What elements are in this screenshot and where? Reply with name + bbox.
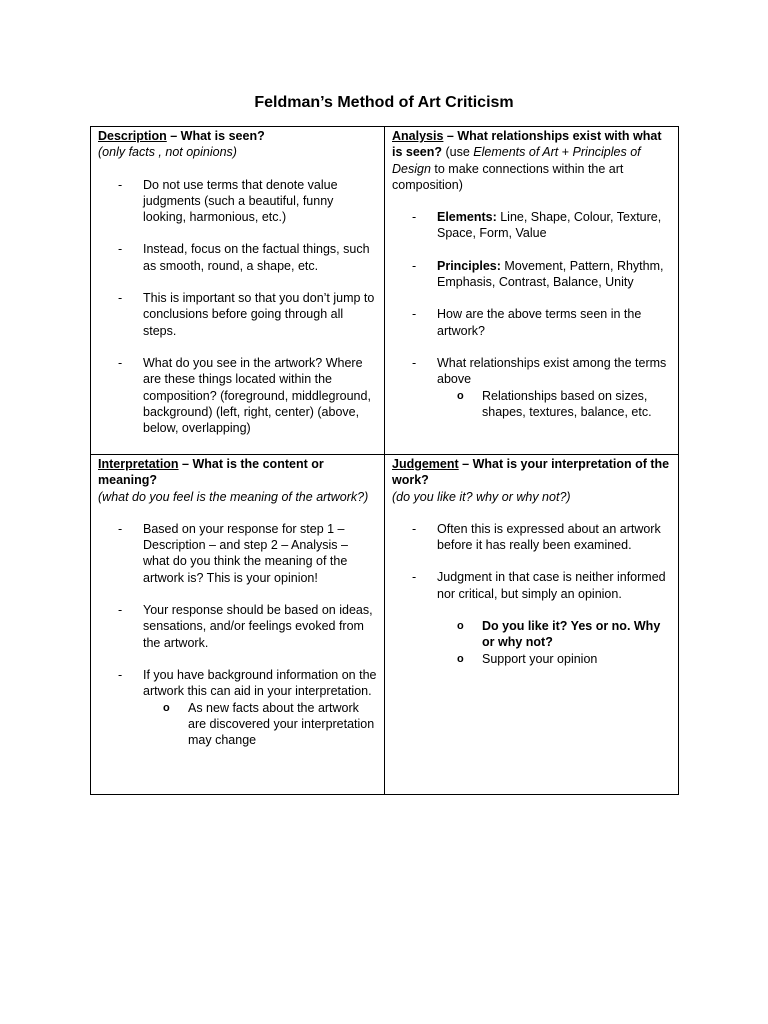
principles-label: Principles:	[437, 258, 501, 273]
description-note: (only facts , not opinions)	[98, 145, 237, 160]
analysis-sublist	[437, 388, 671, 421]
analysis-heading	[392, 128, 671, 193]
analysis-question: – What relationships exist with what is seen?	[392, 129, 662, 160]
sub-list-item: o Relationships based on sizes, shapes, textures, balance, etc.	[437, 388, 671, 421]
page-title: Feldman’s Method of Art Criticism	[254, 94, 514, 111]
interpretation-heading	[98, 456, 377, 489]
elements-label: Elements:	[437, 210, 497, 225]
description-term: Description	[98, 129, 167, 143]
list-item: - Your response should be based on ideas, sensations, and/or feelings evoked from the artwork.	[98, 602, 377, 651]
list-item	[98, 667, 377, 748]
analysis-list	[392, 209, 671, 420]
description-list	[98, 177, 377, 437]
elements-text: Line, Shape, Colour, Texture, Space, Form, Value	[437, 210, 662, 241]
table-row	[91, 455, 679, 795]
list-item	[392, 209, 671, 242]
judgement-question: – What is your interpretation of the work?	[392, 457, 670, 488]
description-cell	[91, 127, 385, 455]
list-item: - Do not use terms that denote value judgments (such a beautiful, funny looking, harmonious, etc.)	[98, 177, 377, 226]
list-item: - How are the above terms seen in the artwork?	[392, 306, 671, 339]
list-item: - Judgment in that case is neither informed nor critical, but simply an opinion.	[392, 569, 671, 602]
list-item: - This is important so that you don’t jump to conclusions before going through all steps.	[98, 290, 377, 339]
interpretation-question: – What is the content or meaning?	[98, 457, 324, 488]
criticism-table	[90, 126, 679, 795]
list-item	[392, 258, 671, 291]
list-item	[392, 355, 671, 420]
interpretation-list	[98, 521, 377, 749]
list-item: - Based on your response for step 1 – Description – and step 2 – Analysis – what do you think the meaning of the artwork is? This is your opinion!	[98, 521, 377, 586]
judgement-term: Judgement	[392, 457, 459, 471]
list-item-text: - What relationships exist among the terms above	[437, 355, 667, 387]
table-row	[91, 127, 679, 455]
sub-list-item: o Do you like it? Yes or no. Why or why not?	[437, 618, 671, 651]
judgement-note: (do you like it? why or why not?)	[392, 489, 571, 504]
analysis-note-principles: Principles of Design	[392, 145, 641, 176]
list-item: - What do you see in the artwork? Where are these things located within the composition? (foreground, middleground, background) (left, right, center) (above, below, overlapping)	[98, 355, 377, 436]
list-item: - Instead, focus on the factual things, such as smooth, round, a shape, etc.	[98, 241, 377, 274]
analysis-note-elements: Elements of Art	[473, 145, 559, 160]
interpretation-sublist	[143, 700, 377, 749]
analysis-term: Analysis	[392, 129, 444, 143]
principles-text: Movement, Pattern, Rhythm, Emphasis, Contrast, Balance, Unity	[437, 258, 664, 290]
analysis-note-post: to make connections within the art composition)	[392, 161, 624, 192]
judgement-sublist	[437, 618, 671, 667]
description-question: – What is seen?	[166, 129, 265, 143]
interpretation-cell	[91, 455, 385, 795]
judgement-list	[392, 521, 671, 602]
list-item-text: - If you have background information on the artwork this can aid in your interpretation.	[143, 667, 377, 699]
judgement-heading	[392, 456, 671, 489]
description-heading	[98, 128, 377, 144]
analysis-note-mid: +	[558, 145, 573, 160]
judgement-cell	[385, 455, 679, 795]
interpretation-note: (what do you feel is the meaning of the artwork?)	[98, 489, 369, 504]
analysis-note-pre: (use	[442, 145, 474, 160]
interpretation-term: Interpretation	[98, 457, 179, 471]
analysis-cell	[385, 127, 679, 455]
sub-list-item: o As new facts about the artwork are discovered your interpretation may change	[143, 700, 377, 749]
list-item: - Often this is expressed about an artwork before it has really been examined.	[392, 521, 671, 554]
sub-list-item: o Support your opinion	[437, 651, 671, 667]
